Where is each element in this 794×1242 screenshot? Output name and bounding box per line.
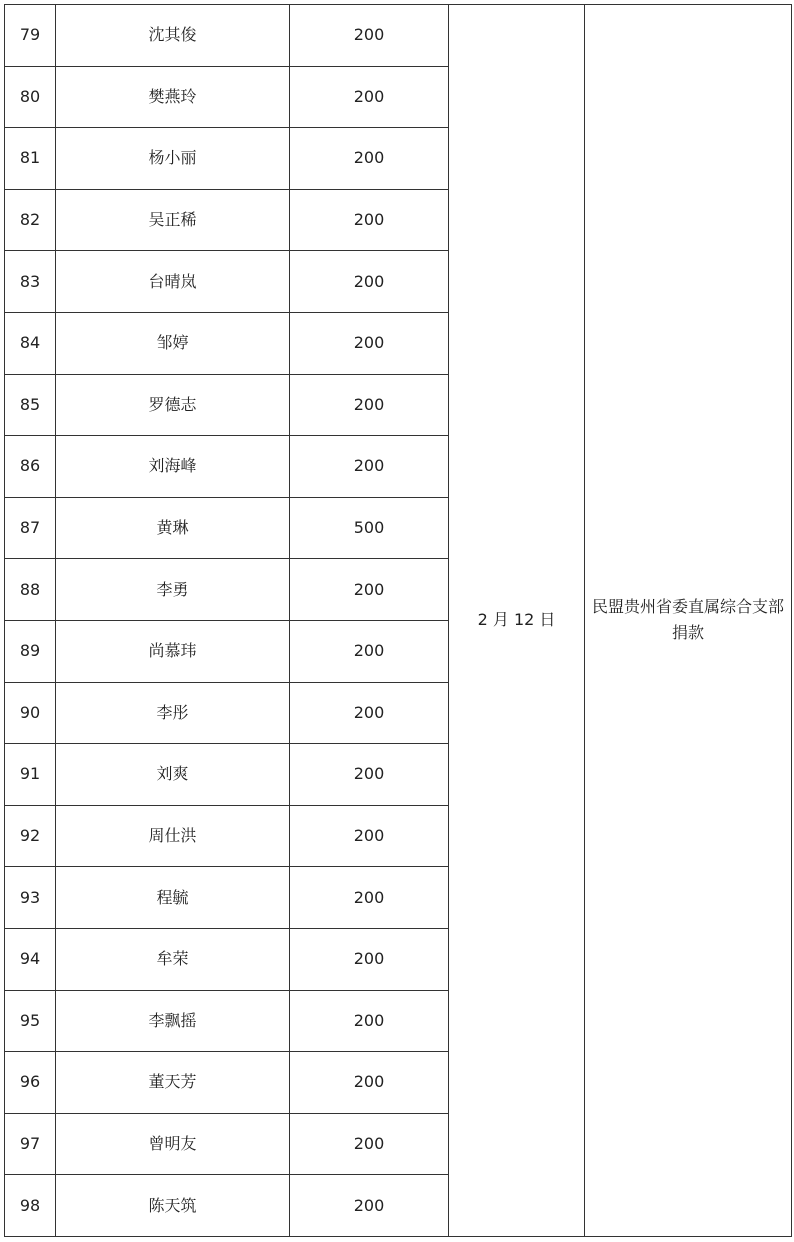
donation-amount: 200 bbox=[290, 620, 449, 682]
donor-name: 刘海峰 bbox=[56, 436, 290, 498]
donor-name: 李彤 bbox=[56, 682, 290, 744]
donor-name: 吴正稀 bbox=[56, 189, 290, 251]
donor-name: 台晴岚 bbox=[56, 251, 290, 313]
donation-table bbox=[4, 4, 792, 1237]
donation-amount: 500 bbox=[290, 497, 449, 559]
donor-name: 刘爽 bbox=[56, 744, 290, 806]
donation-amount: 200 bbox=[290, 189, 449, 251]
donation-amount: 200 bbox=[290, 128, 449, 190]
donation-amount: 200 bbox=[290, 1175, 449, 1237]
row-index: 79 bbox=[5, 5, 56, 67]
donation-table-body bbox=[5, 5, 792, 1237]
donor-name: 周仕洪 bbox=[56, 805, 290, 867]
donor-name: 李飘摇 bbox=[56, 990, 290, 1052]
donation-amount: 200 bbox=[290, 312, 449, 374]
row-index: 82 bbox=[5, 189, 56, 251]
row-index: 83 bbox=[5, 251, 56, 313]
donation-amount: 200 bbox=[290, 805, 449, 867]
table-row bbox=[5, 5, 792, 67]
donation-amount: 200 bbox=[290, 66, 449, 128]
donor-name: 曾明友 bbox=[56, 1113, 290, 1175]
row-index: 98 bbox=[5, 1175, 56, 1237]
donor-name: 牟荣 bbox=[56, 928, 290, 990]
donor-name: 沈其俊 bbox=[56, 5, 290, 67]
donation-amount: 200 bbox=[290, 990, 449, 1052]
row-index: 89 bbox=[5, 620, 56, 682]
donation-amount: 200 bbox=[290, 374, 449, 436]
donation-note: 民盟贵州省委直属综合支部捐款 bbox=[585, 5, 792, 1237]
donation-amount: 200 bbox=[290, 744, 449, 806]
donor-name: 陈天筑 bbox=[56, 1175, 290, 1237]
donation-amount: 200 bbox=[290, 867, 449, 929]
row-index: 93 bbox=[5, 867, 56, 929]
donation-amount: 200 bbox=[290, 1113, 449, 1175]
row-index: 91 bbox=[5, 744, 56, 806]
row-index: 88 bbox=[5, 559, 56, 621]
row-index: 84 bbox=[5, 312, 56, 374]
row-index: 94 bbox=[5, 928, 56, 990]
row-index: 90 bbox=[5, 682, 56, 744]
row-index: 87 bbox=[5, 497, 56, 559]
donation-amount: 200 bbox=[290, 1052, 449, 1114]
row-index: 96 bbox=[5, 1052, 56, 1114]
donor-name: 李勇 bbox=[56, 559, 290, 621]
donor-name: 程毓 bbox=[56, 867, 290, 929]
row-index: 80 bbox=[5, 66, 56, 128]
donor-name: 樊燕玲 bbox=[56, 66, 290, 128]
row-index: 97 bbox=[5, 1113, 56, 1175]
donor-name: 董天芳 bbox=[56, 1052, 290, 1114]
donation-date: 2 月 12 日 bbox=[449, 5, 585, 1237]
row-index: 92 bbox=[5, 805, 56, 867]
donation-amount: 200 bbox=[290, 251, 449, 313]
donor-name: 邹婷 bbox=[56, 312, 290, 374]
donation-amount: 200 bbox=[290, 928, 449, 990]
row-index: 86 bbox=[5, 436, 56, 498]
donor-name: 罗德志 bbox=[56, 374, 290, 436]
donation-amount: 200 bbox=[290, 436, 449, 498]
donor-name: 杨小丽 bbox=[56, 128, 290, 190]
row-index: 85 bbox=[5, 374, 56, 436]
donation-amount: 200 bbox=[290, 5, 449, 67]
donor-name: 尚慕玮 bbox=[56, 620, 290, 682]
donor-name: 黄琳 bbox=[56, 497, 290, 559]
donation-amount: 200 bbox=[290, 559, 449, 621]
row-index: 81 bbox=[5, 128, 56, 190]
row-index: 95 bbox=[5, 990, 56, 1052]
donation-amount: 200 bbox=[290, 682, 449, 744]
